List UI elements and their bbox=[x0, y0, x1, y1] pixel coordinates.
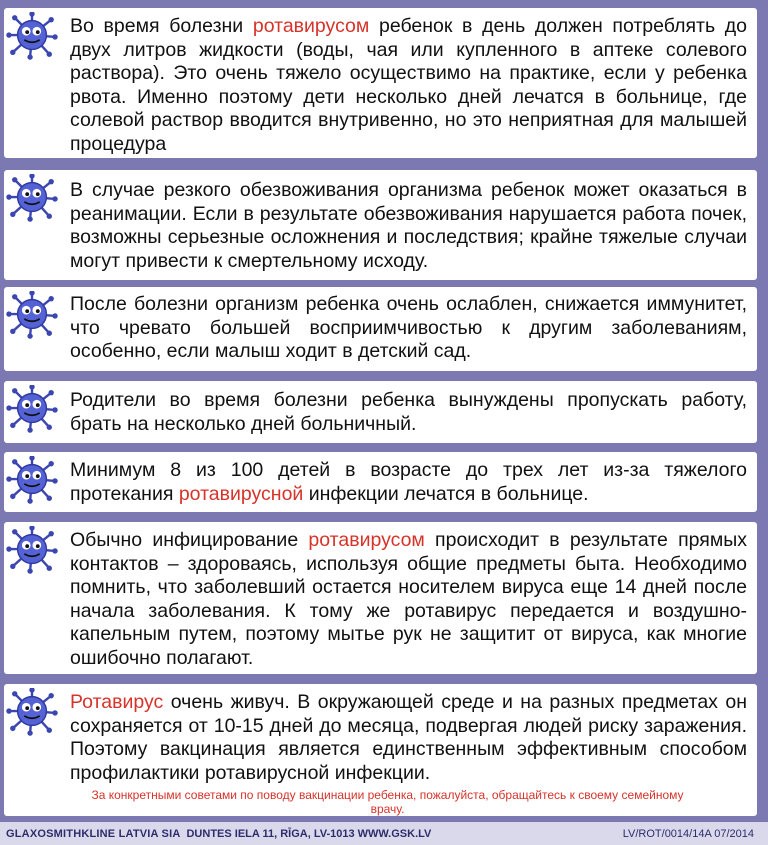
paragraph-block-1 bbox=[4, 8, 757, 158]
virus-mascot-icon bbox=[6, 12, 58, 60]
virus-mascot-icon bbox=[6, 174, 58, 222]
virus-mascot-icon bbox=[6, 456, 58, 504]
paragraph-block-6 bbox=[4, 522, 757, 674]
vaccination-note: За конкретными советами по поводу вакцинации ребенка, пожалуйста, обращайтесь к своему семейному врачу. bbox=[91, 788, 684, 816]
document-code: LV/ROT/0014/14A 07/2014 bbox=[622, 827, 754, 840]
virus-mascot-icon bbox=[6, 291, 58, 339]
company-address: DUNTES IELA 11, RĪGA, LV-1013 WWW.GSK.LV bbox=[186, 827, 432, 840]
company-name: GLAXOSMITHKLINE LATVIA SIA bbox=[6, 827, 181, 840]
paragraph-block-2 bbox=[4, 170, 757, 280]
virus-mascot-icon bbox=[6, 688, 58, 736]
virus-mascot-icon bbox=[6, 385, 58, 433]
paragraph-text: Родители во время болезни ребенка вынуждены пропускать работу, брать на несколько дней больничный. bbox=[70, 389, 747, 435]
paragraph-block-4 bbox=[4, 381, 757, 443]
paragraph-text: Ротавирус очень живуч. В окружающей среде и на разных предметах он сохраняется от 10-15 дней до месяца, подвергая людей риску заражения. Поэтому вакцинация является единственным эффективным способом профилактики ротавирусной инфекции. bbox=[70, 691, 747, 784]
paragraph-block-3 bbox=[4, 287, 757, 371]
paragraph-text: Минимум 8 из 100 детей в возрасте до трех лет из-за тяжелого протекания ротавирусной инфекции лечатся в больнице. bbox=[70, 459, 747, 505]
paragraph-text: После болезни организм ребенка очень ослаблен, снижается иммунитет, что чревато большей восприимчивостью к другим заболеваниям, особенно, если малыш ходит в детский сад. bbox=[70, 293, 747, 362]
paragraph-text: Обычно инфицирование ротавирусом происходит в результате прямых контактов – здороваясь, используя общие предметы быта. Необходимо помнить, что заболевший остается носителем вируса еще 14 дней после начала заболевания. К тому же ротавирус передается и воздушно-капельным путем, поэтому мытье рук не защитит от вируса, как многие ошибочно полагают. bbox=[70, 529, 747, 669]
virus-mascot-icon bbox=[6, 526, 58, 574]
footer-bar bbox=[0, 822, 768, 845]
paragraph-text: Во время болезни ротавирусом ребенок в день должен потреблять до двух литров жидкости (воды, чая или купленного в аптеке солевого раствора). Это очень тяжело осуществимо на практике, если у ребенка рвота. Именно поэтому дети несколько дней лечатся в больнице, где солевой раствор вводится внутривенно, но это неприятная для малышей процедура bbox=[70, 15, 747, 155]
paragraph-text: В случае резкого обезвоживания организма ребенок может оказаться в реанимации. Если в результате обезвоживания нарушается работа почек, возможны серьезные осложнения и последствия; крайне тяжелые случаи могут привести к смертельному исходу. bbox=[70, 179, 747, 272]
paragraph-block-5 bbox=[4, 452, 757, 512]
